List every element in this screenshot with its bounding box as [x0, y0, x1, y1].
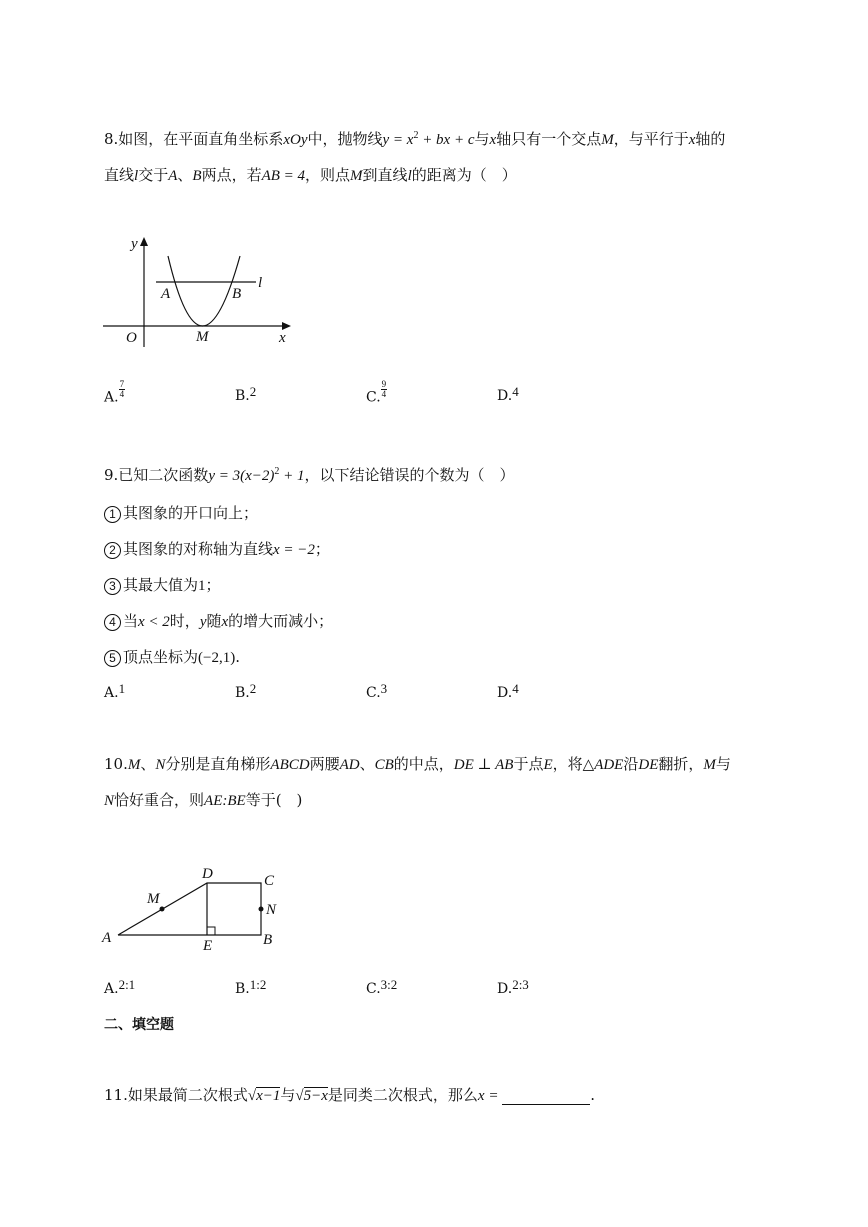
label-D: D: [202, 866, 213, 882]
q9-item-3: 3 其最大值为1；: [104, 574, 221, 595]
circled-number: 5: [104, 650, 121, 667]
q10-option-d[interactable]: D.2:3: [497, 977, 529, 997]
q8-option-c[interactable]: C. $\frac{9}{4}$: [366, 379, 387, 406]
answer-blank[interactable]: [502, 1090, 590, 1105]
q8-option-d[interactable]: D.4: [497, 384, 519, 404]
label-B: B: [232, 286, 242, 302]
radical-sign: √: [247, 1088, 257, 1104]
q8-line2: 直线l交于A、B两点，若AB = 4，则点M到直线l的距离为（ ）: [104, 166, 517, 184]
q9-option-c[interactable]: C.3: [366, 681, 388, 701]
label-y: y: [131, 236, 138, 252]
label-x: x: [279, 330, 286, 346]
q10-option-c[interactable]: C.3:2: [366, 977, 398, 997]
q9-item-5: 5 顶点坐标为(−2,1).: [104, 646, 240, 667]
x-axis-arrow: [282, 322, 291, 330]
label-M: M: [196, 329, 209, 345]
point-M: [160, 907, 165, 912]
q9-stem: 9.已知二次函数$y = 3(x-2)^2 + 1$，以下结论错误的个数为（ ）: [104, 466, 515, 484]
q9-option-d[interactable]: D.4: [497, 681, 519, 701]
right-angle-mark: [207, 927, 215, 935]
label-B: B: [263, 932, 273, 948]
q10-line1: 10.M、N分别是直角梯形ABCD两腰AD、CB的中点，DE ⊥ AB于点E，将△ADE沿DE翻折，M与: [104, 755, 731, 773]
label-M: M: [147, 891, 160, 907]
q9-item-1: 1 其图象的开口向上；: [104, 502, 258, 523]
q10-trapezoid-figure: [100, 862, 290, 954]
label-N: N: [266, 902, 277, 918]
point-N: [259, 907, 264, 912]
q8-option-a[interactable]: A. $\frac{7}{4}$: [104, 379, 125, 406]
q9-item-2: 2 其图象的对称轴为直线x = −2；: [104, 538, 330, 559]
label-E: E: [203, 938, 213, 954]
circled-number: 3: [104, 578, 121, 595]
q10-option-a[interactable]: A.2:1: [104, 977, 136, 997]
label-C: C: [264, 873, 275, 889]
q9-option-a[interactable]: A.1: [104, 681, 126, 701]
fraction: $\frac{9}{4}$: [381, 379, 387, 399]
circled-number: 2: [104, 542, 121, 559]
radical-sign: √: [295, 1088, 304, 1104]
label-A: A: [161, 286, 171, 302]
q10-line2: N恰好重合，则AE:BE等于( ): [104, 791, 303, 809]
label-O: O: [126, 330, 137, 346]
y-axis-arrow: [140, 237, 148, 246]
circled-number: 1: [104, 506, 121, 523]
label-A: A: [102, 930, 112, 946]
q8-option-b[interactable]: B.2: [235, 384, 257, 404]
fraction: $\frac{7}{4}$: [119, 379, 125, 399]
label-l: l: [258, 275, 263, 291]
q9-item-4: 4 当x < 2时，y随x的增大而减小；: [104, 610, 333, 631]
q10-option-b[interactable]: B.1:2: [235, 977, 267, 997]
circled-number: 4: [104, 614, 121, 631]
q8-line1: 8.如图，在平面直角坐标系xOy中，抛物线$y = x^2$ + bx + c与x轴只有一个交点M，与平行于x轴的: [104, 130, 726, 148]
q8-parabola-figure: [98, 232, 298, 350]
q11-stem: 11.如果最简二次根式√x−1与√5−x是同类二次根式，那么x = .: [104, 1086, 595, 1104]
parabola-curve: [168, 256, 240, 326]
trapezoid-outline: [118, 883, 261, 935]
q9-option-b[interactable]: B.2: [235, 681, 257, 701]
section-heading: 二、填空题: [104, 1017, 174, 1033]
